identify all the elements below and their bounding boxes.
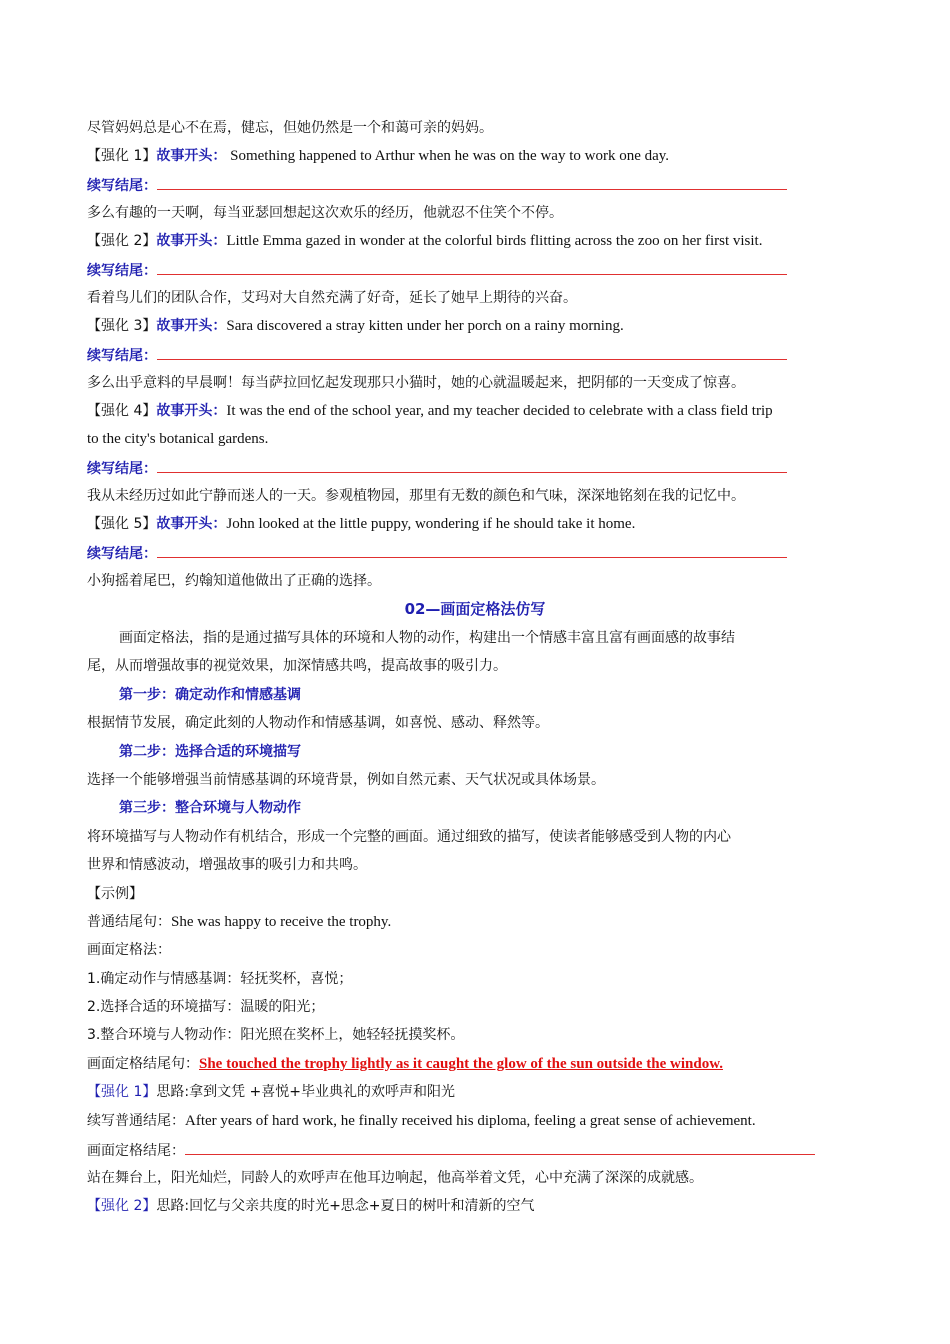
answer-blank[interactable] bbox=[157, 260, 787, 275]
practice-1 bbox=[87, 1082, 455, 1102]
continuation-label: 续写结尾： bbox=[87, 348, 157, 364]
ending-text: 看着鸟儿们的团队合作，艾玛对大自然充满了好奇，延长了她早上期待的兴奋。 bbox=[87, 290, 577, 306]
continuation-row bbox=[87, 175, 787, 195]
exercise-tag: 【强化 3】 bbox=[87, 318, 157, 334]
answer-blank[interactable] bbox=[185, 1140, 815, 1155]
exercise-tag: 【强化 4】 bbox=[87, 403, 157, 419]
story-start-label: 故事开头： bbox=[156, 516, 227, 532]
method-step: 2.选择合适的环境描写：温暖的阳光； bbox=[87, 999, 325, 1015]
method-step: 1.确定动作与情感基调：轻抚奖杯，喜悦； bbox=[87, 971, 353, 987]
exercise-tag: 【强化 2】 bbox=[87, 233, 157, 249]
practice-tag: 【强化 2】 bbox=[87, 1198, 157, 1214]
final-ending-label: 画面定格结尾句： bbox=[87, 1056, 199, 1072]
continuation-label: 续写结尾： bbox=[87, 461, 157, 477]
ending-text: 我从未经历过如此宁静而迷人的一天。参观植物园，那里有无数的颜色和气味，深深地铭刻在我的记忆中。 bbox=[87, 488, 745, 504]
step-1-text: 根据情节发展，确定此刻的人物动作和情感基调，如喜悦、感动、释然等。 bbox=[87, 715, 549, 731]
practice-1-normal bbox=[87, 1111, 756, 1131]
normal-ending-text: She was happy to receive the trophy. bbox=[171, 914, 392, 930]
answer-blank[interactable] bbox=[157, 345, 787, 360]
exercise-tag: 【强化 1】 bbox=[87, 148, 157, 164]
final-ending-text: She touched the trophy lightly as it caught the glow of the sun outside the window. bbox=[199, 1056, 723, 1072]
story-start-text: Little Emma gazed in wonder at the colorful birds flitting across the zoo on her first visit. bbox=[226, 233, 763, 249]
continuation-row bbox=[87, 458, 787, 478]
answer-blank[interactable] bbox=[157, 175, 787, 190]
continuation-row bbox=[87, 345, 787, 365]
exercise-tag: 【强化 5】 bbox=[87, 516, 157, 532]
answer-blank[interactable] bbox=[157, 543, 787, 558]
continuation-row bbox=[87, 543, 787, 563]
story-start-text: It was the end of the school year, and my teacher decided to celebrate with a class field trip bbox=[226, 403, 773, 419]
step-2-text: 选择一个能够增强当前情感基调的环境背景，例如自然元素、天气状况或具体场景。 bbox=[87, 772, 605, 788]
story-start-text: Sara discovered a stray kitten under her porch on a rainy morning. bbox=[226, 318, 624, 334]
intro-text: 画面定格法，指的是通过描写具体的环境和人物的动作，构建出一个情感丰富且富有画面感的故事结 bbox=[119, 630, 735, 646]
exercise-4-start bbox=[87, 401, 773, 421]
answer-blank[interactable] bbox=[157, 458, 787, 473]
ending-text: 多么有趣的一天啊，每当亚瑟回想起这次欢乐的经历，他就忍不住笑个不停。 bbox=[87, 205, 563, 221]
normal-ending-label: 续写普通结尾： bbox=[87, 1113, 185, 1129]
step-3-title: 第三步：整合环境与人物动作 bbox=[119, 800, 301, 816]
continuation-label: 续写结尾： bbox=[87, 263, 157, 279]
normal-ending bbox=[87, 912, 391, 932]
practice-idea: 思路:回忆与父亲共度的时光+思念+夏日的树叶和清新的空气 bbox=[156, 1198, 535, 1214]
frame-ending-label: 画面定格结尾： bbox=[87, 1143, 185, 1159]
final-ending bbox=[87, 1054, 723, 1074]
practice-1-answer: 站在舞台上，阳光灿烂，同龄人的欢呼声在他耳边响起，他高举着文凭，心中充满了深深的成就感。 bbox=[87, 1170, 703, 1186]
section-heading: 02—画面定格法仿写 bbox=[404, 600, 546, 618]
normal-ending-text: After years of hard work, he finally received his diploma, feeling a great sense of achievement. bbox=[185, 1113, 756, 1129]
intro-text: 尾，从而增强故事的视觉效果，加深情感共鸣，提高故事的吸引力。 bbox=[87, 658, 507, 674]
practice-1-frame bbox=[87, 1140, 815, 1160]
ending-text: 多么出乎意料的早晨啊！每当萨拉回忆起发现那只小猫时，她的心就温暖起来，把阴郁的一天变成了惊喜。 bbox=[87, 375, 745, 391]
normal-ending-label: 普通结尾句： bbox=[87, 914, 171, 930]
step-2-title: 第二步：选择合适的环境描写 bbox=[119, 744, 301, 760]
example-label: 【示例】 bbox=[87, 886, 143, 902]
story-start-label: 故事开头： bbox=[156, 148, 227, 164]
continuation-row bbox=[87, 260, 787, 280]
exercise-5-start bbox=[87, 514, 635, 534]
story-start-text: John looked at the little puppy, wondering if he should take it home. bbox=[226, 516, 636, 532]
story-start-label: 故事开头： bbox=[156, 233, 227, 249]
exercise-1-start bbox=[87, 146, 669, 166]
text-line: 尽管妈妈总是心不在焉，健忘，但她仍然是一个和蔼可亲的妈妈。 bbox=[87, 120, 493, 136]
exercise-2-start bbox=[87, 231, 762, 251]
story-start-text-cont: to the city's botanical gardens. bbox=[87, 431, 269, 447]
step-3-text: 将环境描写与人物动作有机结合，形成一个完整的画面。通过细致的描写，使读者能够感受到人物的内心 bbox=[87, 829, 731, 845]
practice-2 bbox=[87, 1196, 535, 1216]
practice-tag: 【强化 1】 bbox=[87, 1084, 157, 1100]
step-1-title: 第一步：确定动作和情感基调 bbox=[119, 687, 301, 703]
continuation-label: 续写结尾： bbox=[87, 546, 157, 562]
method-step: 3.整合环境与人物动作：阳光照在奖杯上，她轻轻抚摸奖杯。 bbox=[87, 1027, 465, 1043]
story-start-text: Something happened to Arthur when he was on the way to work one day. bbox=[226, 148, 670, 164]
ending-text: 小狗摇着尾巴，约翰知道他做出了正确的选择。 bbox=[87, 573, 381, 589]
practice-idea: 思路:拿到文凭 +喜悦+毕业典礼的欢呼声和阳光 bbox=[156, 1084, 455, 1100]
continuation-label: 续写结尾： bbox=[87, 178, 157, 194]
step-3-text: 世界和情感波动，增强故事的吸引力和共鸣。 bbox=[87, 857, 367, 873]
story-start-label: 故事开头： bbox=[156, 403, 227, 419]
story-start-label: 故事开头： bbox=[156, 318, 227, 334]
exercise-3-start bbox=[87, 316, 624, 336]
method-label: 画面定格法： bbox=[87, 942, 171, 958]
